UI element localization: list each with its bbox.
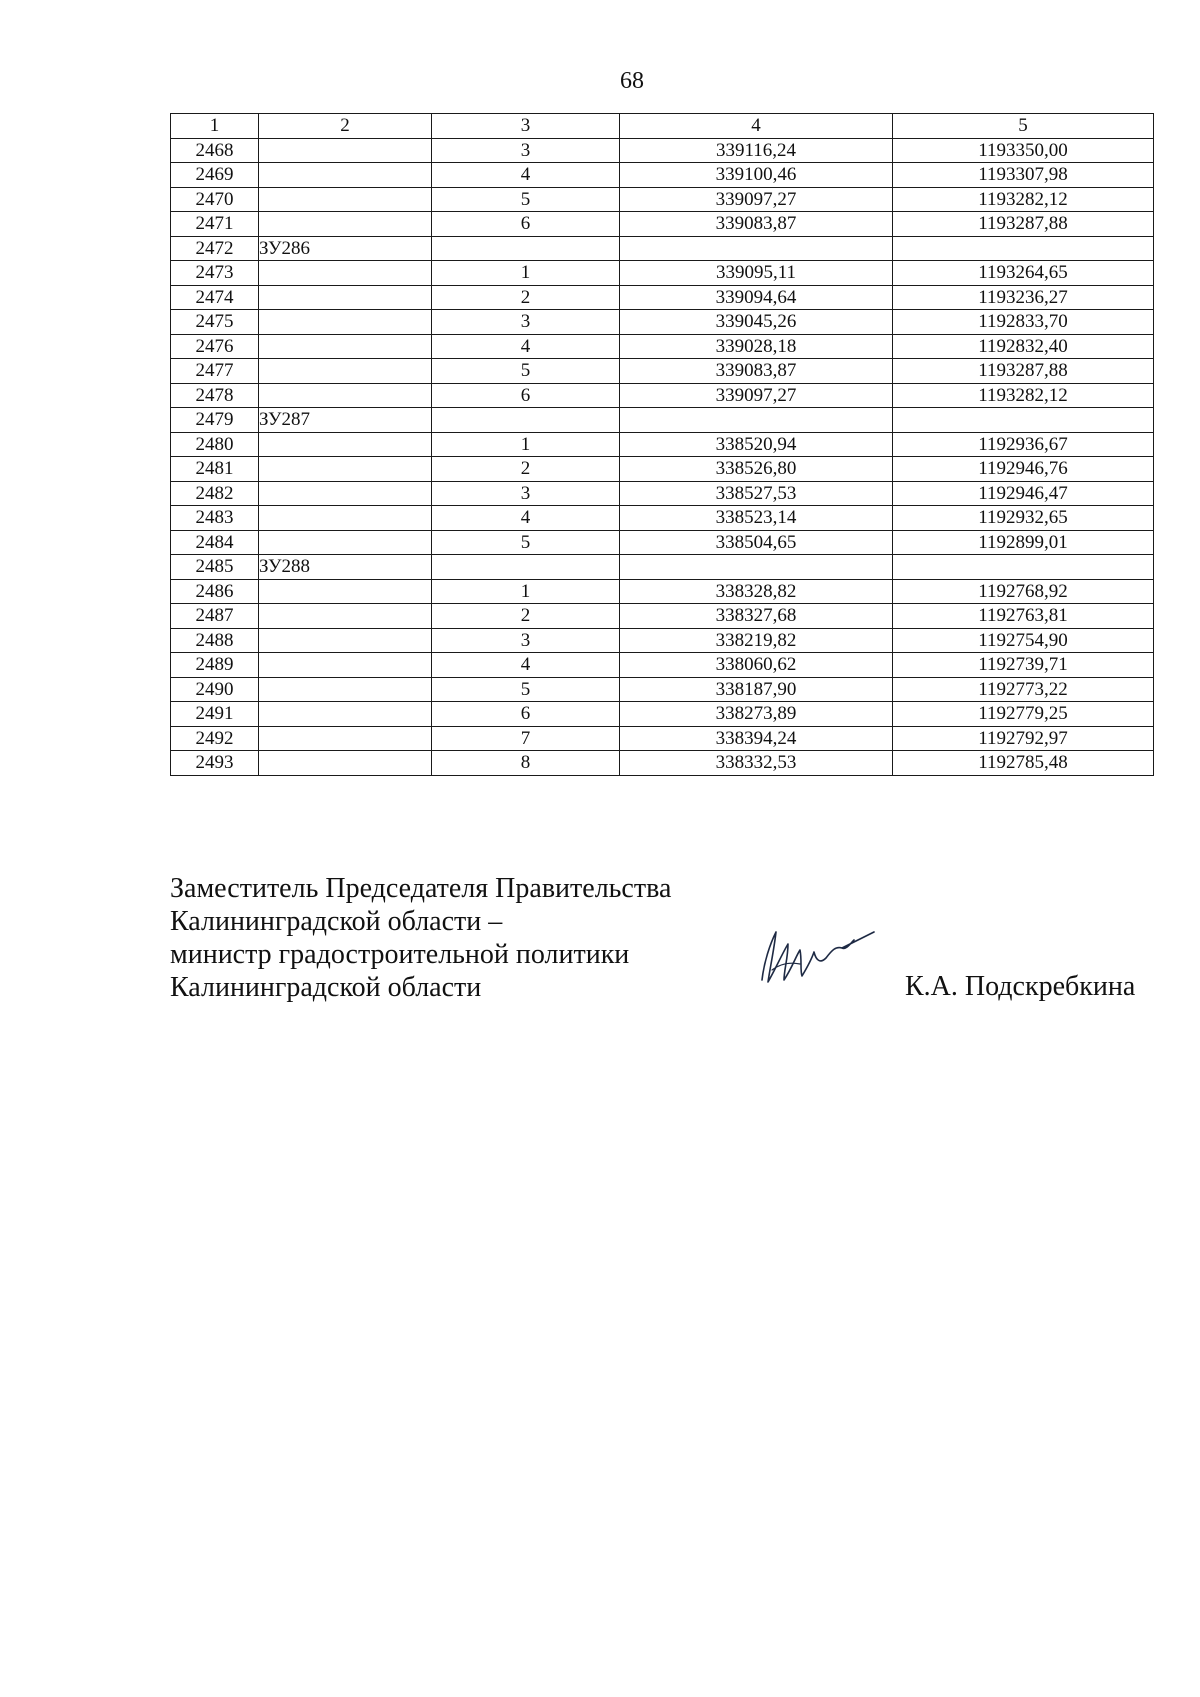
point-cell: 4 xyxy=(432,163,620,188)
x-coordinate-cell: 339097,27 xyxy=(620,187,893,212)
table-row xyxy=(171,506,1154,531)
point-cell: 8 xyxy=(432,751,620,776)
parcel-cell xyxy=(259,261,432,286)
page-number: 68 xyxy=(620,68,644,94)
x-coordinate-cell: 338523,14 xyxy=(620,506,893,531)
point-cell: 3 xyxy=(432,310,620,335)
y-coordinate-cell xyxy=(893,236,1154,261)
row-number-cell: 2487 xyxy=(171,604,259,629)
point-cell: 3 xyxy=(432,138,620,163)
parcel-cell: ЗУ286 xyxy=(259,236,432,261)
y-coordinate-cell: 1192932,65 xyxy=(893,506,1154,531)
position-line: Калининградской области – xyxy=(170,906,503,937)
point-cell: 5 xyxy=(432,359,620,384)
row-number-cell: 2476 xyxy=(171,334,259,359)
table-row xyxy=(171,187,1154,212)
y-coordinate-cell: 1192773,22 xyxy=(893,677,1154,702)
point-cell: 7 xyxy=(432,726,620,751)
point-cell: 1 xyxy=(432,432,620,457)
parcel-cell xyxy=(259,702,432,727)
x-coordinate-cell: 339097,27 xyxy=(620,383,893,408)
x-coordinate-cell xyxy=(620,408,893,433)
table-row xyxy=(171,432,1154,457)
parcel-cell xyxy=(259,481,432,506)
position-line: Калининградской области xyxy=(170,972,482,1003)
x-coordinate-cell: 338187,90 xyxy=(620,677,893,702)
point-cell: 1 xyxy=(432,261,620,286)
signer-name: К.А. Подскребкина xyxy=(905,971,1136,1002)
row-number-cell: 2485 xyxy=(171,555,259,580)
column-header: 2 xyxy=(259,114,432,139)
x-coordinate-cell: 338327,68 xyxy=(620,604,893,629)
coordinates-table xyxy=(170,113,1154,776)
x-coordinate-cell: 338394,24 xyxy=(620,726,893,751)
parcel-cell xyxy=(259,383,432,408)
parcel-cell: ЗУ287 xyxy=(259,408,432,433)
y-coordinate-cell: 1192899,01 xyxy=(893,530,1154,555)
x-coordinate-cell: 339116,24 xyxy=(620,138,893,163)
parcel-cell xyxy=(259,138,432,163)
parcel-cell xyxy=(259,506,432,531)
y-coordinate-cell: 1192946,47 xyxy=(893,481,1154,506)
parcel-cell xyxy=(259,457,432,482)
table-row xyxy=(171,383,1154,408)
parcel-cell xyxy=(259,726,432,751)
row-number-cell: 2488 xyxy=(171,628,259,653)
column-header: 5 xyxy=(893,114,1154,139)
y-coordinate-cell: 1192779,25 xyxy=(893,702,1154,727)
handwritten-signature-icon xyxy=(750,910,880,990)
point-cell: 1 xyxy=(432,579,620,604)
point-cell: 5 xyxy=(432,530,620,555)
row-number-cell: 2486 xyxy=(171,579,259,604)
row-number-cell: 2477 xyxy=(171,359,259,384)
y-coordinate-cell: 1193282,12 xyxy=(893,383,1154,408)
row-number-cell: 2471 xyxy=(171,212,259,237)
x-coordinate-cell: 339095,11 xyxy=(620,261,893,286)
x-coordinate-cell: 339028,18 xyxy=(620,334,893,359)
x-coordinate-cell: 338332,53 xyxy=(620,751,893,776)
table-row xyxy=(171,702,1154,727)
parcel-cell xyxy=(259,677,432,702)
table-row xyxy=(171,212,1154,237)
row-number-cell: 2469 xyxy=(171,163,259,188)
x-coordinate-cell: 338328,82 xyxy=(620,579,893,604)
table-row xyxy=(171,604,1154,629)
point-cell xyxy=(432,236,620,261)
y-coordinate-cell: 1193307,98 xyxy=(893,163,1154,188)
row-number-cell: 2480 xyxy=(171,432,259,457)
x-coordinate-cell: 339094,64 xyxy=(620,285,893,310)
x-coordinate-cell xyxy=(620,555,893,580)
parcel-cell xyxy=(259,334,432,359)
point-cell xyxy=(432,408,620,433)
table-row xyxy=(171,163,1154,188)
point-cell: 4 xyxy=(432,653,620,678)
parcel-cell xyxy=(259,579,432,604)
table-row xyxy=(171,653,1154,678)
table-row xyxy=(171,359,1154,384)
y-coordinate-cell: 1192763,81 xyxy=(893,604,1154,629)
table-header-row xyxy=(171,114,1154,139)
row-number-cell: 2492 xyxy=(171,726,259,751)
point-cell: 6 xyxy=(432,702,620,727)
y-coordinate-cell: 1192792,97 xyxy=(893,726,1154,751)
x-coordinate-cell: 338520,94 xyxy=(620,432,893,457)
y-coordinate-cell: 1192785,48 xyxy=(893,751,1154,776)
point-cell xyxy=(432,555,620,580)
y-coordinate-cell: 1193287,88 xyxy=(893,212,1154,237)
point-cell: 6 xyxy=(432,383,620,408)
parcel-cell xyxy=(259,530,432,555)
parcel-cell xyxy=(259,285,432,310)
x-coordinate-cell: 338219,82 xyxy=(620,628,893,653)
y-coordinate-cell xyxy=(893,408,1154,433)
y-coordinate-cell: 1192833,70 xyxy=(893,310,1154,335)
position-line: Заместитель Председателя Правительства xyxy=(170,873,672,904)
x-coordinate-cell: 339100,46 xyxy=(620,163,893,188)
parcel-cell: ЗУ288 xyxy=(259,555,432,580)
row-number-cell: 2478 xyxy=(171,383,259,408)
table-row xyxy=(171,285,1154,310)
y-coordinate-cell: 1193287,88 xyxy=(893,359,1154,384)
parcel-cell xyxy=(259,604,432,629)
row-number-cell: 2481 xyxy=(171,457,259,482)
position-line: министр градостроительной политики xyxy=(170,939,630,970)
table-row xyxy=(171,261,1154,286)
table-row xyxy=(171,555,1154,580)
y-coordinate-cell: 1192832,40 xyxy=(893,334,1154,359)
x-coordinate-cell: 338273,89 xyxy=(620,702,893,727)
x-coordinate-cell: 338526,80 xyxy=(620,457,893,482)
parcel-cell xyxy=(259,653,432,678)
row-number-cell: 2491 xyxy=(171,702,259,727)
row-number-cell: 2473 xyxy=(171,261,259,286)
row-number-cell: 2472 xyxy=(171,236,259,261)
table-row xyxy=(171,334,1154,359)
row-number-cell: 2474 xyxy=(171,285,259,310)
parcel-cell xyxy=(259,310,432,335)
table-row xyxy=(171,481,1154,506)
row-number-cell: 2483 xyxy=(171,506,259,531)
y-coordinate-cell: 1192936,67 xyxy=(893,432,1154,457)
parcel-cell xyxy=(259,751,432,776)
row-number-cell: 2479 xyxy=(171,408,259,433)
parcel-cell xyxy=(259,163,432,188)
row-number-cell: 2468 xyxy=(171,138,259,163)
table-row xyxy=(171,677,1154,702)
table-row xyxy=(171,628,1154,653)
point-cell: 5 xyxy=(432,677,620,702)
x-coordinate-cell: 339083,87 xyxy=(620,212,893,237)
table-row xyxy=(171,726,1154,751)
row-number-cell: 2489 xyxy=(171,653,259,678)
table-row xyxy=(171,530,1154,555)
parcel-cell xyxy=(259,359,432,384)
point-cell: 6 xyxy=(432,212,620,237)
table-row xyxy=(171,579,1154,604)
table-row xyxy=(171,310,1154,335)
row-number-cell: 2490 xyxy=(171,677,259,702)
x-coordinate-cell: 338060,62 xyxy=(620,653,893,678)
y-coordinate-cell: 1193282,12 xyxy=(893,187,1154,212)
parcel-cell xyxy=(259,212,432,237)
point-cell: 5 xyxy=(432,187,620,212)
table-body xyxy=(171,138,1154,775)
y-coordinate-cell: 1193264,65 xyxy=(893,261,1154,286)
x-coordinate-cell: 338504,65 xyxy=(620,530,893,555)
x-coordinate-cell xyxy=(620,236,893,261)
row-number-cell: 2493 xyxy=(171,751,259,776)
parcel-cell xyxy=(259,628,432,653)
column-header: 3 xyxy=(432,114,620,139)
y-coordinate-cell: 1193236,27 xyxy=(893,285,1154,310)
point-cell: 3 xyxy=(432,628,620,653)
x-coordinate-cell: 339045,26 xyxy=(620,310,893,335)
table-row xyxy=(171,236,1154,261)
point-cell: 2 xyxy=(432,457,620,482)
point-cell: 3 xyxy=(432,481,620,506)
row-number-cell: 2484 xyxy=(171,530,259,555)
point-cell: 2 xyxy=(432,285,620,310)
y-coordinate-cell: 1192739,71 xyxy=(893,653,1154,678)
table-row xyxy=(171,138,1154,163)
row-number-cell: 2482 xyxy=(171,481,259,506)
table-row xyxy=(171,457,1154,482)
y-coordinate-cell: 1193350,00 xyxy=(893,138,1154,163)
table-row xyxy=(171,751,1154,776)
parcel-cell xyxy=(259,187,432,212)
parcel-cell xyxy=(259,432,432,457)
point-cell: 4 xyxy=(432,506,620,531)
column-header: 4 xyxy=(620,114,893,139)
x-coordinate-cell: 338527,53 xyxy=(620,481,893,506)
y-coordinate-cell: 1192768,92 xyxy=(893,579,1154,604)
table-row xyxy=(171,408,1154,433)
row-number-cell: 2475 xyxy=(171,310,259,335)
signatory-position xyxy=(170,872,671,1004)
x-coordinate-cell: 339083,87 xyxy=(620,359,893,384)
point-cell: 4 xyxy=(432,334,620,359)
point-cell: 2 xyxy=(432,604,620,629)
y-coordinate-cell: 1192946,76 xyxy=(893,457,1154,482)
column-header: 1 xyxy=(171,114,259,139)
y-coordinate-cell xyxy=(893,555,1154,580)
row-number-cell: 2470 xyxy=(171,187,259,212)
y-coordinate-cell: 1192754,90 xyxy=(893,628,1154,653)
